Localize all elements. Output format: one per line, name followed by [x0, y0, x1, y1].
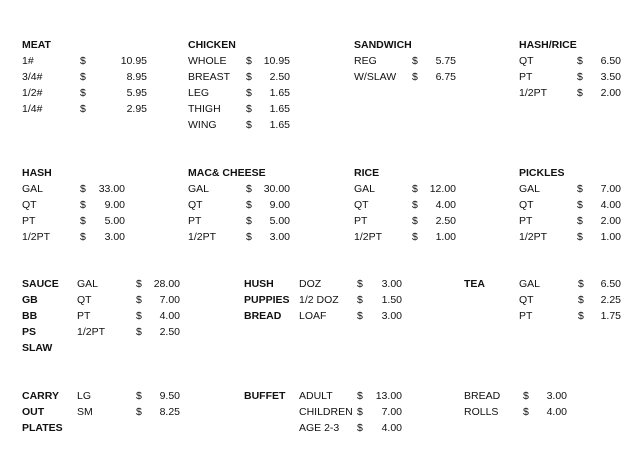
dollar-sign: $ [80, 199, 86, 211]
item-price: 3.00 [381, 278, 402, 290]
item-label: PT [22, 215, 36, 227]
dollar-sign: $ [357, 422, 363, 434]
dollar-sign: $ [80, 103, 86, 115]
dollar-sign: $ [523, 390, 529, 402]
dollar-sign: $ [577, 71, 583, 83]
item-price: 8.25 [159, 406, 180, 418]
item-label: 3/4# [22, 71, 43, 83]
dollar-sign: $ [577, 87, 583, 99]
section-title: MEAT [22, 39, 51, 51]
item-label: W/SLAW [354, 71, 397, 83]
item-label: GAL [188, 183, 210, 195]
dollar-sign: $ [246, 119, 252, 131]
item-price: 5.00 [269, 215, 290, 227]
item-label: QT [519, 199, 534, 211]
item-label: QT [354, 199, 369, 211]
item-label: AGE 2-3 [299, 422, 340, 434]
section-title: HASH [22, 167, 52, 179]
item-label: PT [519, 71, 533, 83]
dollar-sign: $ [578, 310, 584, 322]
dollar-sign: $ [136, 390, 142, 402]
item-price: 30.00 [263, 183, 290, 195]
item-price: 10.95 [120, 55, 147, 67]
dollar-sign: $ [577, 55, 583, 67]
item-price: 13.00 [375, 390, 402, 402]
dollar-sign: $ [246, 103, 252, 115]
dollar-sign: $ [246, 55, 252, 67]
dollar-sign: $ [412, 55, 418, 67]
group-name: BREAD [244, 310, 282, 322]
item-price: 2.95 [126, 103, 147, 115]
item-price: 1.65 [269, 87, 290, 99]
item-price: 9.50 [159, 390, 180, 402]
item-price: 4.00 [546, 406, 567, 418]
dollar-sign: $ [577, 231, 583, 243]
group-name: BB [22, 310, 38, 322]
item-price: 2.50 [435, 215, 456, 227]
dollar-sign: $ [357, 390, 363, 402]
item-price: 28.00 [153, 278, 180, 290]
dollar-sign: $ [412, 199, 418, 211]
item-price: 3.50 [600, 71, 621, 83]
item-label: THIGH [188, 103, 221, 115]
group-name: CARRY [22, 390, 59, 402]
item-price: 4.00 [159, 310, 180, 322]
dollar-sign: $ [577, 183, 583, 195]
dollar-sign: $ [246, 231, 252, 243]
item-price: 3.00 [381, 310, 402, 322]
item-price: 8.95 [126, 71, 147, 83]
dollar-sign: $ [577, 199, 583, 211]
item-label: GAL [22, 183, 44, 195]
item-label: 1/4# [22, 103, 43, 115]
item-label: 1/2PT [77, 326, 106, 338]
item-price: 1.00 [435, 231, 456, 243]
item-price: 2.25 [600, 294, 621, 306]
dollar-sign: $ [80, 215, 86, 227]
item-price: 9.00 [104, 199, 125, 211]
item-label: LOAF [299, 310, 327, 322]
item-label: QT [77, 294, 92, 306]
item-price: 1.65 [269, 119, 290, 131]
item-label: 1/2 DOZ [299, 294, 339, 306]
dollar-sign: $ [136, 278, 142, 290]
group-name: GB [22, 294, 38, 306]
item-label: QT [22, 199, 37, 211]
dollar-sign: $ [136, 326, 142, 338]
item-label: 1/2PT [188, 231, 217, 243]
dollar-sign: $ [523, 406, 529, 418]
section-title: CHICKEN [188, 39, 236, 51]
item-label: REG [354, 55, 377, 67]
item-price: 10.95 [263, 55, 290, 67]
dollar-sign: $ [357, 310, 363, 322]
section-title: HASH/RICE [519, 39, 577, 51]
item-label: QT [519, 294, 534, 306]
dollar-sign: $ [246, 71, 252, 83]
dollar-sign: $ [80, 55, 86, 67]
dollar-sign: $ [136, 310, 142, 322]
item-price: 3.00 [546, 390, 567, 402]
group-name: SLAW [22, 342, 53, 354]
item-label: PT [188, 215, 202, 227]
dollar-sign: $ [80, 71, 86, 83]
group-name: OUT [22, 406, 45, 418]
item-price: 3.00 [269, 231, 290, 243]
item-label: PT [77, 310, 91, 322]
dollar-sign: $ [578, 294, 584, 306]
section-title: PICKLES [519, 167, 565, 179]
item-price: 1.75 [600, 310, 621, 322]
dollar-sign: $ [412, 215, 418, 227]
group-name: SAUCE [22, 278, 59, 290]
item-label: 1/2# [22, 87, 43, 99]
item-label: 1/2PT [519, 231, 548, 243]
item-label: PT [354, 215, 368, 227]
item-price: 5.95 [126, 87, 147, 99]
item-label: QT [188, 199, 203, 211]
item-label: BREAST [188, 71, 231, 83]
item-label: 1# [22, 55, 34, 67]
item-price: 1.50 [381, 294, 402, 306]
item-label: PT [519, 310, 533, 322]
dollar-sign: $ [412, 183, 418, 195]
item-price: 5.75 [435, 55, 456, 67]
dollar-sign: $ [357, 278, 363, 290]
item-price: 9.00 [269, 199, 290, 211]
item-price: 12.00 [429, 183, 456, 195]
dollar-sign: $ [80, 87, 86, 99]
item-price: 3.00 [104, 231, 125, 243]
item-price: 7.00 [159, 294, 180, 306]
section-title: SANDWICH [354, 39, 412, 51]
item-label: 1/2PT [519, 87, 548, 99]
section-title: MAC& CHEESE [188, 167, 266, 179]
item-label: GAL [519, 183, 541, 195]
dollar-sign: $ [246, 183, 252, 195]
dollar-sign: $ [246, 87, 252, 99]
item-price: 1.00 [600, 231, 621, 243]
group-name: BUFFET [244, 390, 286, 402]
item-label: SM [77, 406, 93, 418]
item-price: 2.00 [600, 87, 621, 99]
dollar-sign: $ [136, 294, 142, 306]
item-price: 1.65 [269, 103, 290, 115]
item-price: 4.00 [600, 199, 621, 211]
group-name: PS [22, 326, 37, 338]
item-label: GAL [354, 183, 376, 195]
section-title: RICE [354, 167, 380, 179]
item-label: LEG [188, 87, 210, 99]
dollar-sign: $ [246, 199, 252, 211]
group-name: HUSH [244, 278, 274, 290]
dollar-sign: $ [357, 294, 363, 306]
item-label: PT [519, 215, 533, 227]
group-name: PUPPIES [244, 294, 290, 306]
item-label: GAL [519, 278, 541, 290]
item-price: 6.50 [600, 278, 621, 290]
group-name: TEA [464, 278, 485, 290]
item-label: WHOLE [188, 55, 227, 67]
dollar-sign: $ [246, 215, 252, 227]
item-price: 6.50 [600, 55, 621, 67]
item-price: 2.50 [269, 71, 290, 83]
dollar-sign: $ [412, 71, 418, 83]
item-label: CHILDREN [299, 406, 353, 418]
item-label: 1/2PT [354, 231, 383, 243]
group-name: PLATES [22, 422, 63, 434]
item-price: 4.00 [381, 422, 402, 434]
item-label: WING [188, 119, 217, 131]
dollar-sign: $ [577, 215, 583, 227]
dollar-sign: $ [80, 183, 86, 195]
dollar-sign: $ [578, 278, 584, 290]
item-price: 6.75 [435, 71, 456, 83]
item-price: 2.00 [600, 215, 621, 227]
item-price: 7.00 [381, 406, 402, 418]
item-label: 1/2PT [22, 231, 51, 243]
item-label: LG [77, 390, 92, 402]
item-price: 4.00 [435, 199, 456, 211]
dollar-sign: $ [136, 406, 142, 418]
item-label: DOZ [299, 278, 322, 290]
item-price: 2.50 [159, 326, 180, 338]
item-label: ADULT [299, 390, 333, 402]
item-price: 5.00 [104, 215, 125, 227]
item-price: 33.00 [98, 183, 125, 195]
item-label: GAL [77, 278, 99, 290]
dollar-sign: $ [80, 231, 86, 243]
item-label: BREAD [464, 390, 501, 402]
item-label: QT [519, 55, 534, 67]
item-price: 7.00 [600, 183, 621, 195]
dollar-sign: $ [357, 406, 363, 418]
dollar-sign: $ [412, 231, 418, 243]
item-label: ROLLS [464, 406, 499, 418]
